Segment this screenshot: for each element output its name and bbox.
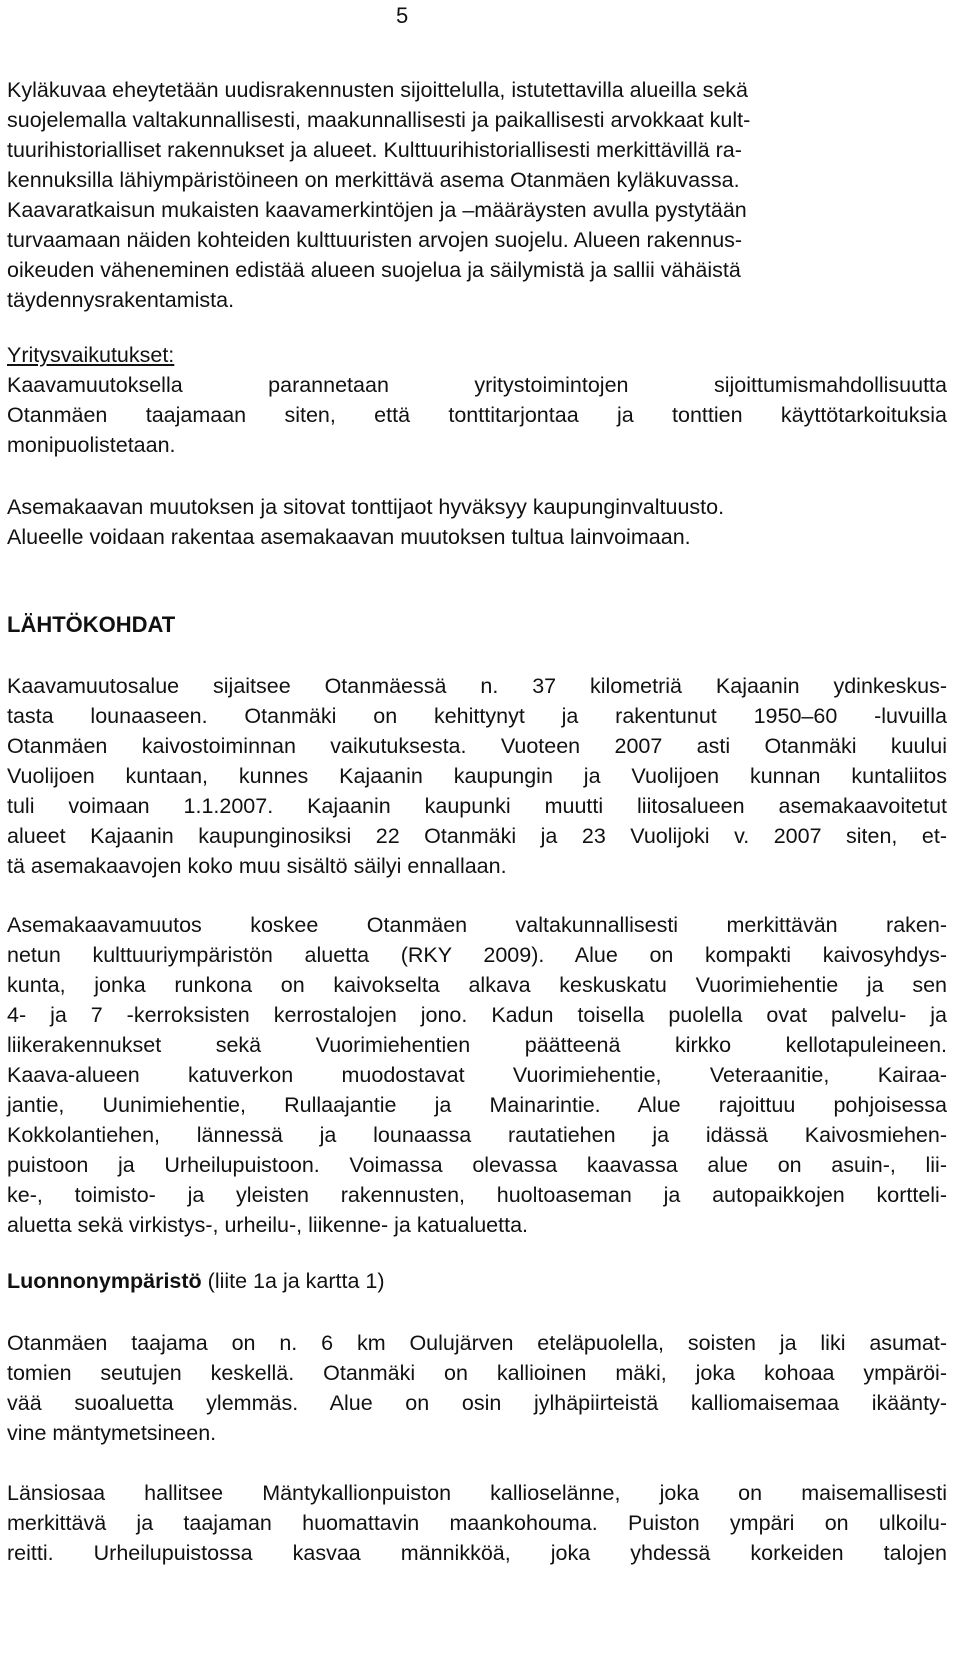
text-line: Kaavaratkaisun mukaisten kaavamerkintöjen ja –määräysten avulla pystytään — [7, 198, 747, 222]
text-line: Kaavamuutoksella parannetaan yritystoimintojen sijoittumismahdollisuutta — [7, 373, 947, 397]
text-line: netun kulttuuriympäristön aluetta (RKY 2009). Alue on kompakti kaivosyhdys- — [7, 943, 947, 967]
heading-reference: (liite 1a ja kartta 1) — [201, 1269, 385, 1293]
text-line: täydennysrakentamista. — [7, 288, 235, 312]
paragraph-rky-area — [7, 910, 947, 1240]
text-line: tä asemakaavojen koko muu sisältö säilyi ennallaan. — [7, 854, 507, 878]
text-line: ke-, toimisto- ja yleisten rakennusten, huoltoaseman ja autopaikkojen kortteli- — [7, 1183, 947, 1207]
text-line: kennuksilla lähiympäristöineen on merkittävä asema Otanmäen kyläkuvassa. — [7, 168, 740, 192]
text-line: suojelemalla valtakunnallisesti, maakunnallisesti ja paikallisesti arvokkaat kult- — [7, 108, 751, 132]
text-line: 4- ja 7 -kerroksisten kerrostalojen jono. Kadun toisella puolella ovat palvelu- ja — [7, 1003, 947, 1027]
text-line: Vuolijoen kuntaan, kunnes Kajaanin kaupungin ja Vuolijoen kunnan kuntaliitos — [7, 764, 947, 788]
text-line: Kaava-alueen katuverkon muodostavat Vuorimiehentie, Veteraanitie, Kairaa- — [7, 1063, 947, 1087]
text-line: vää suoaluetta ylemmäs. Alue on osin jylhäpiirteistä kalliomaisemaa ikäänty- — [7, 1391, 947, 1415]
paragraph-west-part — [7, 1478, 947, 1568]
text-line: Otanmäen taajamaan siten, että tonttitarjontaa ja tonttien käyttötarkoituksia — [7, 403, 947, 427]
text-line: merkittävä ja taajaman huomattavin maankohouma. Puiston ympäri on ulkoilu- — [7, 1511, 947, 1535]
section-starting-points — [7, 610, 947, 640]
text-line: Kaavamuutosalue sijaitsee Otanmäessä n. 37 kilometriä Kajaanin ydinkeskus- — [7, 674, 947, 698]
text-line: Otanmäen taajama on n. 6 km Oulujärven eteläpuolella, soisten ja liki asumat- — [7, 1331, 947, 1355]
text-line: liikerakennukset sekä Vuorimiehentien päätteenä kirkko kellotapuleineen. — [7, 1033, 947, 1057]
section-business-impacts — [7, 340, 947, 460]
text-line: Alueelle voidaan rakentaa asemakaavan muutoksen tultua lainvoimaan. — [7, 525, 691, 549]
section-heading-business-impacts: Yritysvaikutukset: — [7, 343, 175, 367]
text-line: jantie, Uunimiehentie, Rullaajantie ja Mainarintie. Alue rajoittuu pohjoisessa — [7, 1093, 947, 1117]
text-line: monipuolistetaan. — [7, 433, 176, 457]
text-line: tuli voimaan 1.1.2007. Kajaanin kaupunki muutti liitosalueen asemakaavoitetut — [7, 794, 947, 818]
text-line: Otanmäen kaivostoiminnan vaikutuksesta. Vuoteen 2007 asti Otanmäki kuului — [7, 734, 947, 758]
section-natural-environment — [7, 1266, 947, 1296]
text-line: reitti. Urheilupuistossa kasvaa männikköä, joka yhdessä korkeiden talojen — [7, 1541, 947, 1565]
text-line: tomien seutujen keskellä. Otanmäki on kallioinen mäki, joka kohoaa ympäröi- — [7, 1361, 947, 1385]
paragraph-approval — [7, 492, 947, 552]
text-line: oikeuden väheneminen edistää alueen suojelua ja säilymistä ja sallii vähäistä — [7, 258, 741, 282]
text-line: Asemakaavamuutos koskee Otanmäen valtakunnallisesti merkittävän raken- — [7, 913, 947, 937]
paragraph-location — [7, 671, 947, 881]
text-line: vine mäntymetsineen. — [7, 1421, 217, 1445]
paragraph-village-image — [7, 75, 947, 315]
section-heading-starting-points: LÄHTÖKOHDAT — [7, 612, 176, 637]
section-heading-natural-environment — [7, 1266, 947, 1296]
text-line: Länsiosaa hallitsee Mäntykallionpuiston kallioselänne, joka on maisemallisesti — [7, 1481, 947, 1505]
page-number: 5 — [396, 3, 409, 28]
text-line: puistoon ja Urheilupuistoon. Voimassa olevassa kaavassa alue on asuin-, lii- — [7, 1153, 947, 1177]
paragraph-terrain — [7, 1328, 947, 1448]
text-line: Kyläkuvaa eheytetään uudisrakennusten sijoittelulla, istutettavilla alueilla sekä — [7, 78, 749, 102]
text-line: aluetta sekä virkistys-, urheilu-, liikenne- ja katualuetta. — [7, 1213, 529, 1237]
text-line: turvaamaan näiden kohteiden kulttuuristen arvojen suojelu. Alueen rakennus- — [7, 228, 743, 252]
text-line: alueet Kajaanin kaupunginosiksi 22 Otanmäki ja 23 Vuolijoki v. 2007 siten, et- — [7, 824, 947, 848]
text-line: tasta lounaaseen. Otanmäki on kehittynyt ja rakentunut 1950–60 -luvuilla — [7, 704, 947, 728]
heading-bold-part: Luonnonympäristö — [7, 1269, 202, 1293]
text-line: Kokkolantiehen, lännessä ja lounaassa rautatiehen ja idässä Kaivosmiehen- — [7, 1123, 947, 1147]
text-line: tuurihistorialliset rakennukset ja alueet. Kulttuurihistoriallisesti merkittävillä ra- — [7, 138, 742, 162]
text-line: Asemakaavan muutoksen ja sitovat tonttijaot hyväksyy kaupunginvaltuusto. — [7, 495, 725, 519]
text-line: kunta, jonka runkona on kaivokselta alkava keskuskatu Vuorimiehentie ja sen — [7, 973, 947, 997]
